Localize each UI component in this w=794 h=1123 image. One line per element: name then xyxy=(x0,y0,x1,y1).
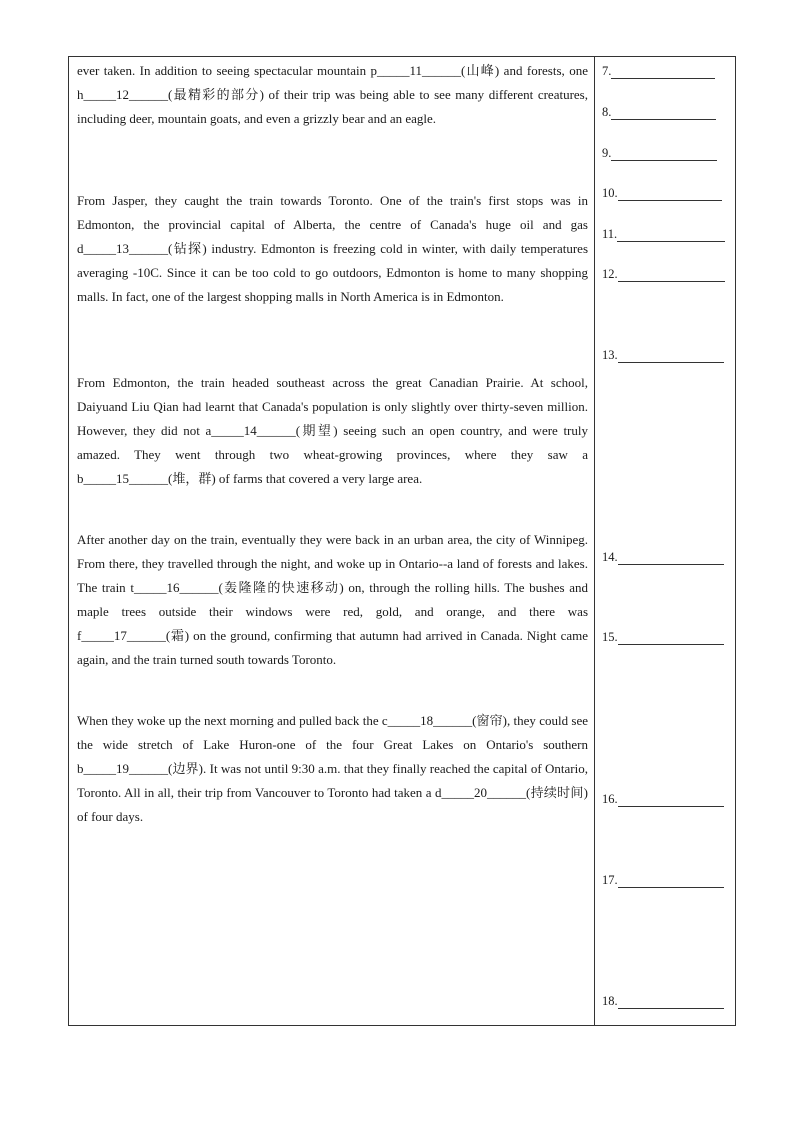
answer-blank[interactable] xyxy=(611,66,715,79)
paragraph-3: From Edmonton, the train headed southeast across the great Canadian Prairie. At school, Daiyuand Liu Qian had learnt that Canada's population is only slightly over thirty-seven million. However, they did not a_____14______(期望) seeing such an open country, and were truly amazed. They went through two wheat-growing provinces, where they saw a b_____15______(堆，群) of farms that covered a very large area. xyxy=(77,375,588,486)
answer-blank[interactable] xyxy=(618,188,722,201)
paragraph-4: After another day on the train, eventually they were back in an urban area, the city of Winnipeg. From there, they travelled through the night, and woke up in Ontario--a land of forests and lakes. The train t_____16______(轰隆隆的快速移动) on, through the rolling hills. The bushes and maple trees outside their windows were red, gold, and orange, and there was f_____17______(霜) on the ground, confirming that autumn had arrived in Canada. Night came again, and the train turned south towards Toronto. xyxy=(77,532,588,667)
answer-blank[interactable] xyxy=(618,552,724,565)
answer-blank[interactable] xyxy=(618,875,724,888)
answer-number: 9. xyxy=(602,146,612,160)
answer-blank[interactable] xyxy=(618,632,724,645)
answer-number: 18. xyxy=(602,994,618,1008)
answer-blank[interactable] xyxy=(611,148,717,161)
passage-column xyxy=(69,57,595,1025)
answer-item-15 xyxy=(602,629,724,645)
answer-number: 15. xyxy=(602,630,618,644)
answer-number: 13. xyxy=(602,348,618,362)
answer-item-11 xyxy=(602,226,725,242)
answer-number: 17. xyxy=(602,873,618,887)
answer-number: 7. xyxy=(602,64,612,78)
answer-number: 10. xyxy=(602,186,618,200)
paragraph-5: When they woke up the next morning and pulled back the c_____18______(窗帘), they could see the wide stretch of Lake Huron-one of the four Great Lakes on Ontario's southern b_____19______(边界). It was not until 9:30 a.m. that they finally reached the capital of Ontario, Toronto. All in all, their trip from Vancouver to Toronto had taken a d_____20______(持续时间) of four days. xyxy=(77,713,588,824)
answer-item-9 xyxy=(602,145,717,161)
answer-item-10 xyxy=(602,185,722,201)
answer-item-18 xyxy=(602,993,724,1009)
paragraph-1: ever taken. In addition to seeing spectacular mountain p_____11______(山峰) and forests, one h_____12______(最精彩的部分) of their trip was being able to see many different creatures, including deer, mountain goats, and even a grizzly bear and an eagle. xyxy=(77,63,588,126)
paragraph-2: From Jasper, they caught the train towards Toronto. One of the train's first stops was in Edmonton, the provincial capital of Alberta, the centre of Canada's huge oil and gas d_____13______(钻探) industry. Edmonton is freezing cold in winter, with daily temperatures averaging -10C. Since it can be too cold to go outdoors, Edmonton is home to many shopping malls. In fact, one of the largest shopping malls in North America is in Edmonton. xyxy=(77,193,588,304)
answer-blank[interactable] xyxy=(618,794,724,807)
answer-column xyxy=(595,57,735,1025)
answer-item-12 xyxy=(602,266,725,282)
exercise-table xyxy=(68,56,736,1026)
answer-number: 8. xyxy=(602,105,612,119)
answer-item-7 xyxy=(602,63,715,79)
answer-blank[interactable] xyxy=(617,229,725,242)
answer-blank[interactable] xyxy=(618,350,724,363)
answer-blank[interactable] xyxy=(618,269,725,282)
answer-item-13 xyxy=(602,347,724,363)
answer-item-16 xyxy=(602,791,724,807)
answer-number: 16. xyxy=(602,792,618,806)
answer-item-14 xyxy=(602,549,724,565)
answer-item-17 xyxy=(602,872,724,888)
answer-number: 14. xyxy=(602,550,618,564)
answer-blank[interactable] xyxy=(611,107,716,120)
answer-blank[interactable] xyxy=(618,996,724,1009)
answer-item-8 xyxy=(602,104,716,120)
answer-number: 11. xyxy=(602,227,618,241)
answer-number: 12. xyxy=(602,267,618,281)
